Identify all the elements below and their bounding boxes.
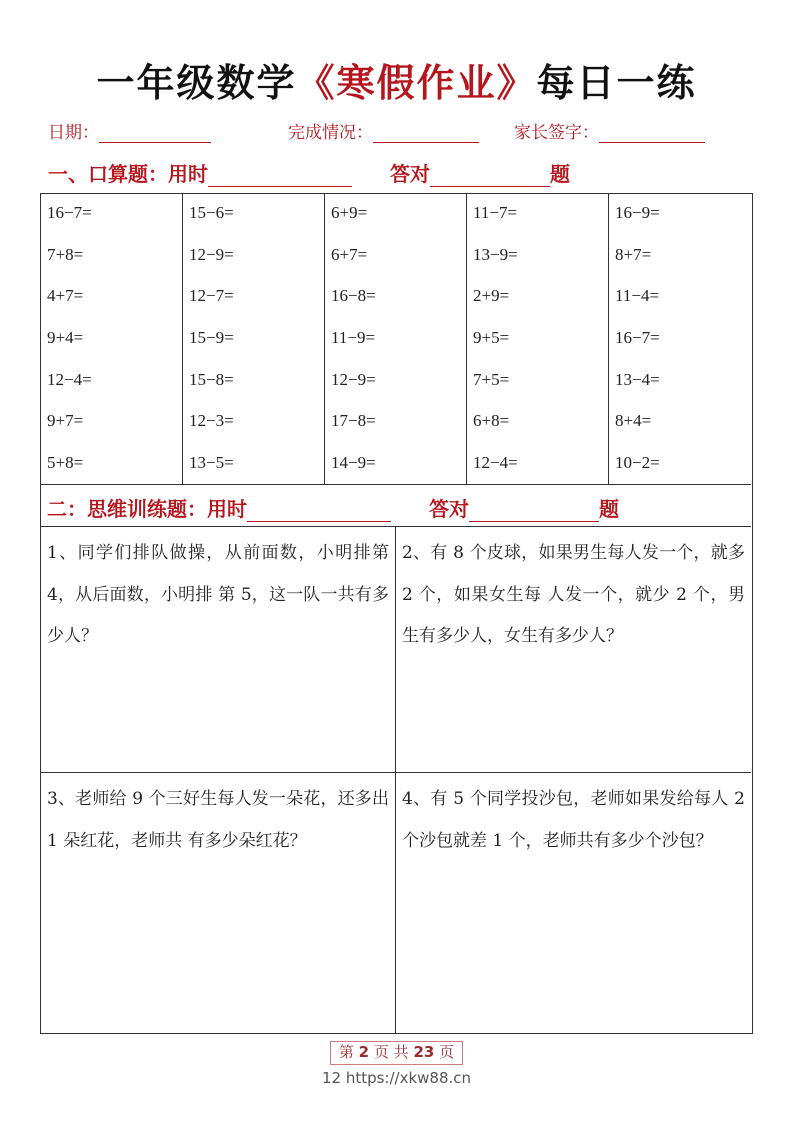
worksheet-table xyxy=(40,193,753,1034)
section1-correct-blank[interactable] xyxy=(430,165,550,187)
section2-time-blank[interactable] xyxy=(247,500,391,522)
calc-problem: 17−8= xyxy=(331,411,376,431)
section2-unit: 题 xyxy=(599,497,619,521)
calc-problem: 9+4= xyxy=(47,328,84,348)
title-suffix: 每日一练 xyxy=(536,60,697,105)
parent-sign-label: 家长签字： xyxy=(514,123,599,143)
section2-correct-label: 答对 xyxy=(429,497,469,521)
calc-problem: 11−4= xyxy=(615,286,660,306)
page-suffix: 页 xyxy=(439,1043,455,1061)
calc-problem: 8+7= xyxy=(615,244,652,264)
completion-blank[interactable] xyxy=(373,123,479,143)
calc-problem: 10−2= xyxy=(615,453,660,473)
calc-problem: 2+9= xyxy=(473,286,510,306)
calc-problem: 12−7= xyxy=(189,286,234,306)
section2-title: 二：思维训练题：用时 xyxy=(47,497,247,521)
calc-problem: 8+4= xyxy=(615,411,652,431)
calc-problem: 11−9= xyxy=(331,328,376,348)
parent-sign-blank[interactable] xyxy=(599,123,705,143)
page-mid: 页 共 xyxy=(373,1043,409,1061)
page-current: 2 xyxy=(358,1043,370,1061)
calc-problem: 12−4= xyxy=(47,369,92,389)
calc-problem: 16−7= xyxy=(615,328,660,348)
calc-problem: 13−5= xyxy=(189,453,234,473)
calc-problem: 16−8= xyxy=(331,286,376,306)
section1-unit: 题 xyxy=(550,162,570,186)
calc-column xyxy=(41,194,183,484)
section2-correct-blank[interactable] xyxy=(469,500,599,522)
calc-problem: 12−3= xyxy=(189,411,234,431)
page-title xyxy=(0,52,793,107)
footer-url: 12 https://xkw88.cn xyxy=(321,1069,472,1087)
parent-sign-field xyxy=(514,118,705,143)
calc-problem: 15−6= xyxy=(189,203,234,222)
section2-header-row xyxy=(41,485,751,527)
title-highlight: 《寒假作业》 xyxy=(296,60,537,105)
calc-column xyxy=(467,194,609,484)
page-prefix: 第 xyxy=(338,1043,354,1061)
calc-problem: 6+8= xyxy=(473,411,510,431)
word-problem-2: 2、有 8 个皮球，如果男生每人发一个，就多 2 个，如果女生每 人发一个，就少 2 个，男生有多少人，女生有多少人？ xyxy=(396,527,751,773)
section1-title: 一、口算题：用时 xyxy=(48,162,208,186)
calc-problem: 14−9= xyxy=(331,453,376,473)
section1-time-blank[interactable] xyxy=(208,165,352,187)
mental-math-grid xyxy=(41,194,751,485)
calc-column xyxy=(325,194,467,484)
word-problem-3: 3、老师给 9 个三好生每人发一朵花，还多出 1 朵红花，老师共 有多少朵红花？ xyxy=(41,773,396,1033)
calc-problem: 9+7= xyxy=(47,411,84,431)
calc-problem: 12−9= xyxy=(189,244,234,264)
calc-problem: 13−9= xyxy=(473,244,518,264)
section2-heading xyxy=(47,493,619,522)
completion-field xyxy=(288,118,479,143)
date-label: 日期： xyxy=(48,123,99,143)
calc-problem: 13−4= xyxy=(615,369,660,389)
calc-problem: 11−7= xyxy=(473,203,518,222)
calc-problem: 9+5= xyxy=(473,328,510,348)
date-field xyxy=(48,118,211,143)
meta-line xyxy=(48,118,748,144)
calc-problem: 7+8= xyxy=(47,244,84,264)
date-blank[interactable] xyxy=(99,123,211,143)
calc-problem: 16−7= xyxy=(47,203,92,222)
title-prefix: 一年级数学 xyxy=(96,60,297,105)
word-problem-4: 4、有 5 个同学投沙包，老师如果发给每人 2 个沙包就差 1 个，老师共有多少个沙包？ xyxy=(402,789,745,851)
calc-problem: 7+5= xyxy=(473,369,510,389)
calc-problem: 6+9= xyxy=(331,203,368,222)
calc-problem: 16−9= xyxy=(615,203,660,222)
page-indicator xyxy=(330,1041,463,1065)
calc-problem: 12−9= xyxy=(331,369,376,389)
section1-correct-label: 答对 xyxy=(390,162,430,186)
word-problem-1: 1、同学们排队做操，从前面数，小明排第 4，从后面数，小明排 第 5，这一队一共有多少人？ xyxy=(41,527,396,773)
calc-problem: 6+7= xyxy=(331,244,368,264)
calc-problem: 15−9= xyxy=(189,328,234,348)
calc-problem: 15−8= xyxy=(189,369,234,389)
calc-problem: 4+7= xyxy=(47,286,84,306)
calc-column xyxy=(183,194,325,484)
word-problems-grid xyxy=(41,527,751,1033)
completion-label: 完成情况： xyxy=(288,123,373,143)
calc-problem: 12−4= xyxy=(473,453,518,473)
page-total: 23 xyxy=(413,1043,435,1061)
calc-problem: 5+8= xyxy=(47,453,84,473)
calc-column xyxy=(609,194,751,484)
section1-heading xyxy=(48,158,570,187)
